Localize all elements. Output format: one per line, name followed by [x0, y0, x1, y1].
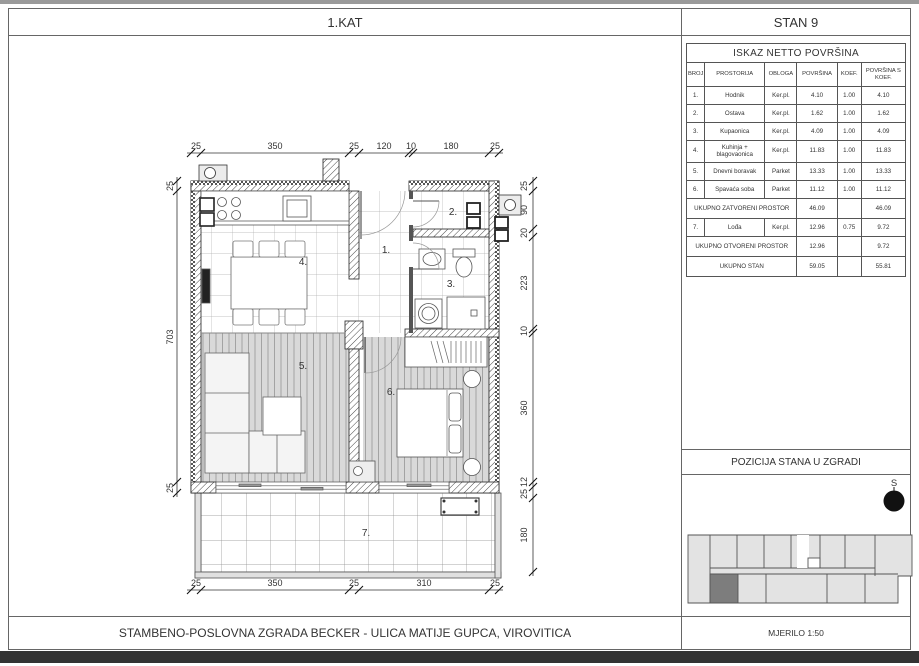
table-row: 1. Hodnik Ker.pl. 4.10 1.00 4.10 [687, 87, 906, 105]
svg-text:25: 25 [190, 578, 202, 588]
chair [259, 309, 279, 325]
chair [233, 309, 253, 325]
svg-text:25: 25 [165, 482, 175, 494]
svg-text:25: 25 [190, 141, 202, 151]
project-title: STAMBENO-POSLOVNA ZGRADA BECKER - ULICA MATIJE GUPCA, VIROVITICA [118, 626, 572, 640]
chair [233, 241, 253, 257]
svg-text:10: 10 [519, 325, 529, 337]
table-row: 2. Ostava Ker.pl. 1.62 1.00 1.62 [687, 105, 906, 123]
table-row: 7. Lođa Ker.pl. 12.96 0.75 9.72 [687, 219, 906, 237]
chair [259, 241, 279, 257]
svg-text:10: 10 [405, 141, 417, 151]
toilet-bowl [456, 257, 472, 277]
chair [285, 241, 305, 257]
pillow [449, 393, 461, 421]
col-prostorija: PROSTORIJA [705, 63, 765, 87]
table-row: 3. Kupaonica Ker.pl. 4.09 1.00 4.09 [687, 123, 906, 141]
compass-icon [884, 478, 905, 512]
top-band [0, 0, 919, 4]
col-broj: BROJ [687, 63, 705, 87]
room-label-dnevni: 5. [298, 361, 308, 372]
room-label-kuhinja: 4. [298, 257, 308, 268]
coffee-table [263, 397, 301, 435]
area-table-title: ISKAZ NETTO POVRŠINA [687, 44, 906, 63]
subtotal-open-row: UKUPNO OTVORENI PROSTOR 12.96 9.72 [687, 237, 906, 257]
chair [285, 309, 305, 325]
position-panel-title: POZICIJA STANA U ZGRADI [682, 449, 910, 475]
building-footprint [688, 535, 912, 603]
svg-text:120: 120 [376, 141, 392, 151]
floor-label: 1.KAT [327, 14, 363, 30]
svg-text:223: 223 [519, 275, 529, 291]
svg-text:25: 25 [519, 180, 529, 192]
footer-bar [9, 616, 910, 649]
toilet-tank [453, 249, 475, 257]
dining-table [231, 257, 307, 309]
pillow [449, 425, 461, 453]
bottom-band [0, 651, 919, 663]
vent-circle-icon [205, 168, 216, 179]
glass-doors [216, 482, 449, 493]
nightstand [464, 459, 481, 476]
subtotal-closed-row: UKUPNO ZATVORENI PROSTOR 46.09 46.09 [687, 199, 906, 219]
svg-text:12: 12 [519, 476, 529, 488]
radiator [202, 269, 210, 303]
unit-title [681, 9, 910, 35]
cooktop-burner-icon [232, 211, 241, 220]
room-label-hodnik: 1. [381, 245, 391, 256]
svg-text:90: 90 [519, 204, 529, 216]
floor-plan-area [9, 36, 681, 616]
scale-label: MJERILO 1:50 [681, 617, 910, 649]
svg-text:20: 20 [519, 227, 529, 239]
cooktop-burner-icon [218, 211, 227, 220]
svg-text:310: 310 [416, 578, 432, 588]
table-row: 4. Kuhinja + blagovaonica Ker.pl. 11.83 1.00 11.83 [687, 141, 906, 163]
svg-text:25: 25 [348, 141, 360, 151]
room-label-spavaca: 6. [386, 387, 396, 398]
table-row: 6. Spavaća soba Parket 11.12 1.00 11.12 [687, 181, 906, 199]
svg-text:350: 350 [267, 578, 283, 588]
position-diagram [682, 475, 910, 616]
col-koef: KOEF. [837, 63, 861, 87]
svg-text:25: 25 [489, 578, 501, 588]
unit-label: STAN 9 [773, 14, 819, 30]
svg-text:180: 180 [519, 527, 529, 543]
cooktop-burner-icon [218, 198, 227, 207]
svg-text:360: 360 [519, 400, 529, 416]
room-label-kupaonica: 3. [446, 279, 456, 290]
sheet-frame [8, 8, 911, 650]
loggia-table [441, 498, 479, 515]
table-row: 5. Dnevni boravak Parket 13.33 1.00 13.33 [687, 163, 906, 181]
col-obloga: OBLOGA [765, 63, 797, 87]
total-row: UKUPNO STAN 59.05 55.81 [687, 257, 906, 277]
svg-text:25: 25 [519, 488, 529, 500]
room-label-loda: 7. [361, 528, 371, 539]
vent-circle-icon [505, 200, 516, 211]
highlighted-unit [710, 574, 738, 603]
svg-text:25: 25 [489, 141, 501, 151]
svg-text:25: 25 [165, 180, 175, 192]
svg-text:703: 703 [165, 329, 175, 345]
room-label-ostava: 2. [448, 207, 458, 218]
floor-title [9, 9, 681, 35]
floor-plan-drawing [9, 36, 681, 616]
svg-text:350: 350 [267, 141, 283, 151]
shower [447, 297, 485, 329]
nightstand [464, 371, 481, 388]
area-table [686, 43, 906, 277]
col-povrsina-s-koef: POVRŠINA S KOEF. [861, 63, 905, 87]
right-panel [681, 36, 910, 616]
svg-text:180: 180 [443, 141, 459, 151]
sofa [205, 353, 249, 473]
title-bar [9, 9, 910, 36]
svg-text:25: 25 [348, 578, 360, 588]
cooktop-burner-icon [232, 198, 241, 207]
col-povrsina: POVRŠINA [797, 63, 837, 87]
compass-label: S [890, 478, 898, 489]
